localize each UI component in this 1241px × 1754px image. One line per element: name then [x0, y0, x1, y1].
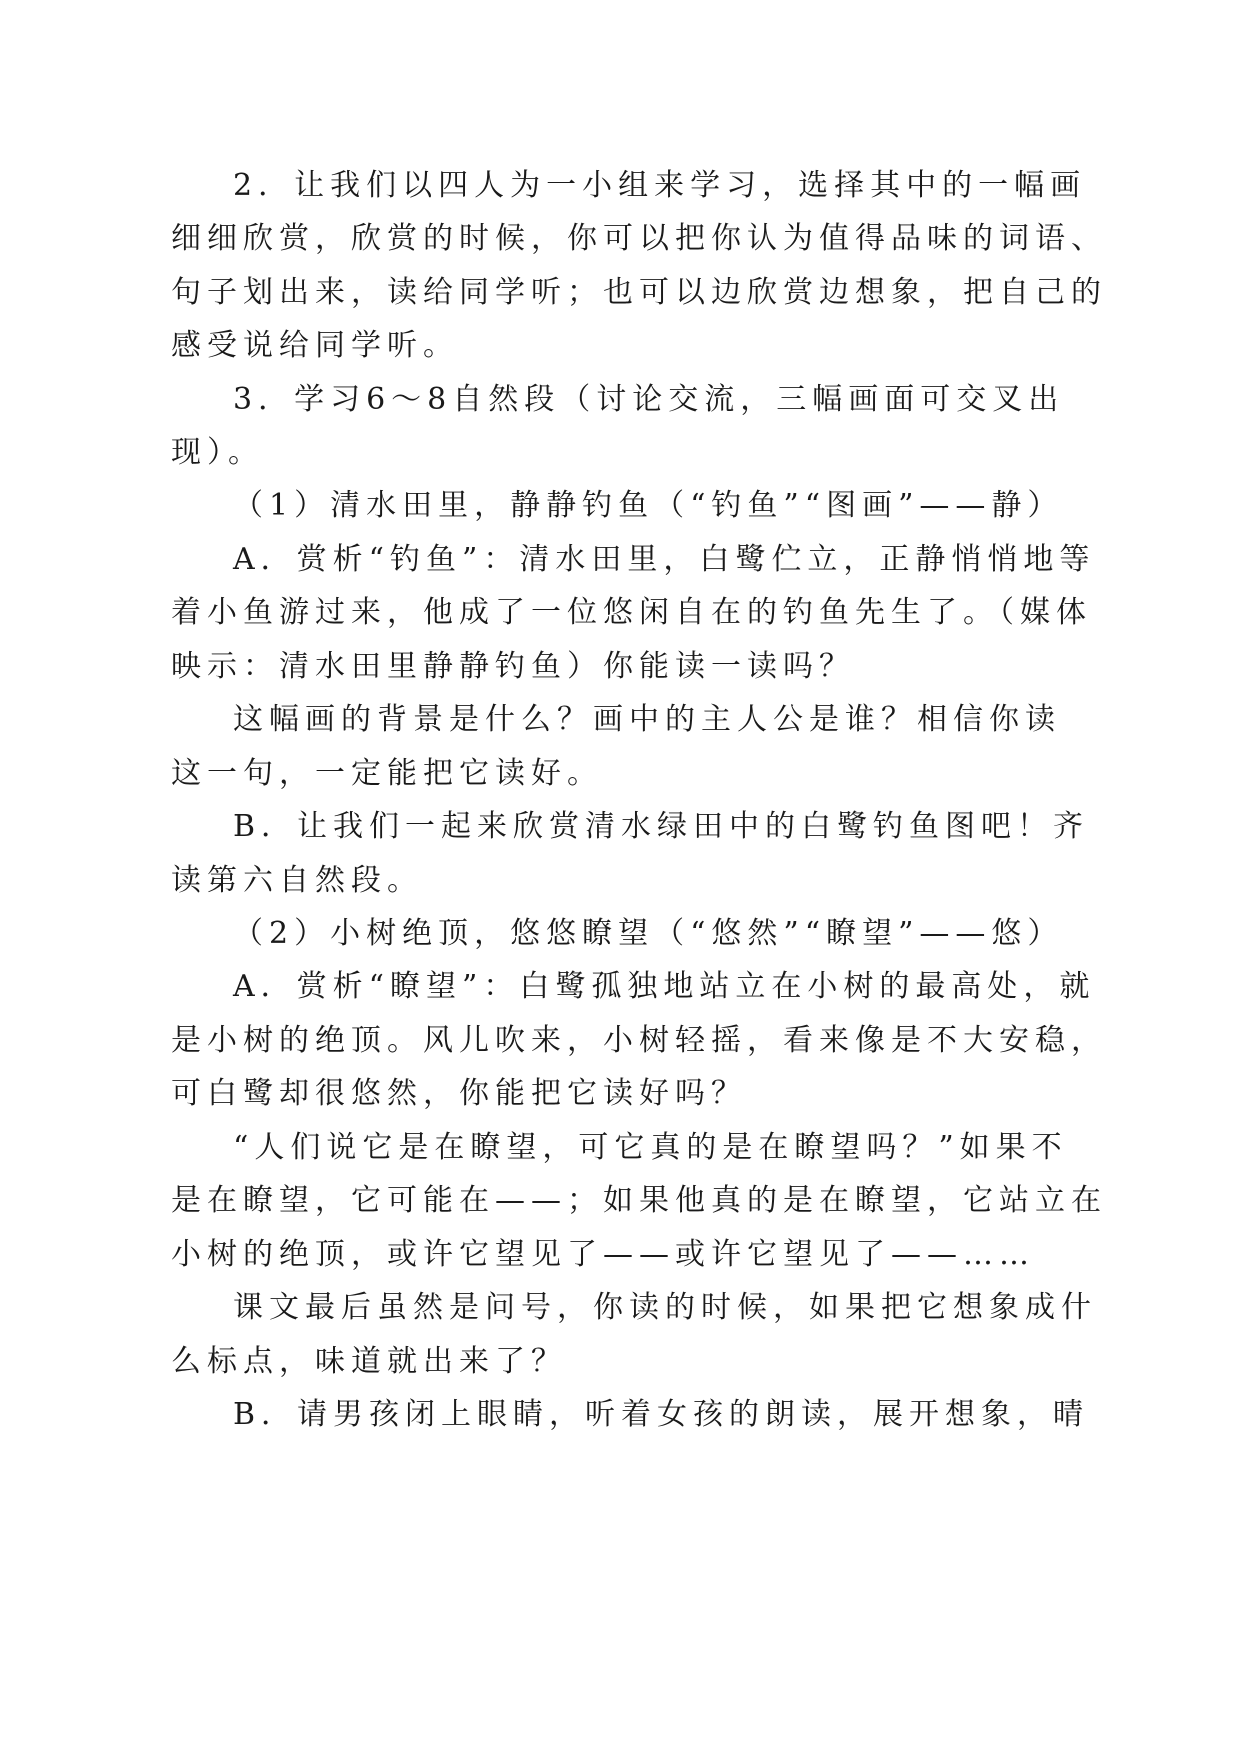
section-heading: （2）小树绝顶，悠悠瞭望（“悠然”“瞭望”——悠）	[233, 916, 1064, 951]
text-line: 句子划出来，读给同学听；也可以边欣赏边想象，把自己的	[171, 275, 1107, 310]
text-line: 是在瞭望，它可能在——；如果他真的是在瞭望，它站立在	[171, 1183, 1107, 1218]
text-line: “人们说它是在瞭望，可它真的是在瞭望吗？”如果不	[233, 1130, 1068, 1165]
text-line: 着小鱼游过来，他成了一位悠闲自在的钓鱼先生了。（媒体	[171, 595, 1092, 630]
section-heading: （1）清水田里，静静钓鱼（“钓鱼”“图画”——静）	[233, 488, 1064, 523]
text-line: 课文最后虽然是问号，你读的时候，如果把它想象成什	[233, 1290, 1097, 1325]
text-line: B．请男孩闭上眼睛，听着女孩的朗读，展开想象，晴	[233, 1397, 1090, 1432]
text-line: 么标点，味道就出来了？	[171, 1344, 567, 1379]
text-line: 这一句，一定能把它读好。	[171, 756, 603, 791]
text-line: 小树的绝顶，或许它望见了——或许它望见了——……	[171, 1237, 1035, 1272]
text-line: 是小树的绝顶。风儿吹来，小树轻摇，看来像是不大安稳，	[171, 1023, 1107, 1058]
text-line: A．赏析“瞭望”：白鹭孤独地站立在小树的最高处，就	[233, 969, 1096, 1004]
text-line: 现）。	[171, 435, 264, 470]
text-line: 可白鹭却很悠然，你能把它读好吗？	[171, 1076, 747, 1111]
text-line: 映示：清水田里静静钓鱼）你能读一读吗？	[171, 649, 855, 684]
text-line: A．赏析“钓鱼”：清水田里，白鹭伫立，正静悄悄地等	[233, 542, 1096, 577]
text-line: 3．学习6～8自然段（讨论交流，三幅画面可交叉出	[233, 382, 1065, 417]
text-line: 2．让我们以四人为一小组来学习，选择其中的一幅画	[233, 168, 1087, 203]
text-line: B．让我们一起来欣赏清水绿田中的白鹭钓鱼图吧！齐	[233, 809, 1090, 844]
text-line: 读第六自然段。	[171, 863, 423, 898]
text-line: 感受说给同学听。	[171, 328, 459, 363]
text-line: 细细欣赏，欣赏的时候，你可以把你认为值得品味的词语、	[171, 221, 1107, 256]
text-line: 这幅画的背景是什么？画中的主人公是谁？相信你读	[233, 702, 1061, 737]
